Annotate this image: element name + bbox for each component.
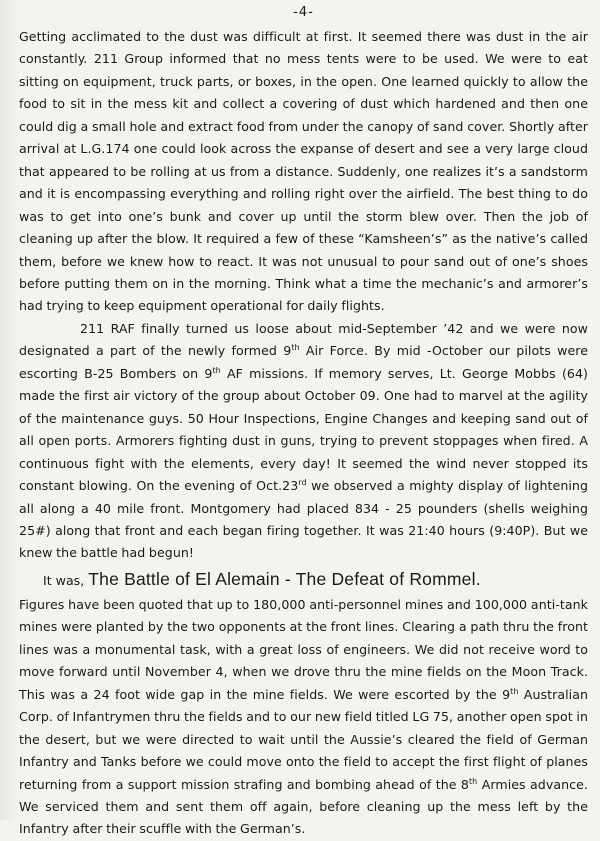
ordinal-suffix: th [510, 686, 519, 696]
paragraph-dust: Getting acclimated to the dust was difficult at first. It seemed there was dust in the air constantly. 211 Group informed that no mess tents were to be used. We were to eat sitting on equipment, truck parts, or boxes, in the open. One learned quickly to allow the food to sit in the mess kit and collect a covering of dust which hardened and then one could dig a small hole and extract food from under the canopy of sand cover. Shortly after arrival at L.G.174 one could look across the expanse of desert and see a very large cloud that appeared to be rolling at us from a distance. Suddenly, one realizes it’s a sandstorm and it is encompassing everything and rolling right over the airfield. The best thing to do was to get into one’s bunk and cover up until the storm blew over. Then the job of cleaning up after the blow. It required a few of these “Kamsheen’s” as the native’s called them, before we knew how to react. It was not unusual to pour sand out of one’s shoes before putting them on in the morning. Think what a time the mechanic’s and armorer’s had trying to keep equipment operational for daily flights. [19, 29, 588, 314]
battle-heading: The Battle of El Alemain - The Defeat of Rommel. [88, 568, 481, 589]
paragraph-text: Air Force. By mid -October our pilots were escorting B-25 Bombers on 9 [19, 343, 588, 381]
heading-lead: It was, [43, 572, 89, 588]
ordinal-suffix: th [291, 343, 300, 353]
paragraph-text: Figures have been quoted that up to 180,000 anti-personnel mines and 100,000 anti-tank mines were planted by the two opponents at the front lines. Clearing a path thru the front lines was a monumental task, with a great loss of engineers. We did not receive word to move forward until November 4, when we drove thru the mine fields on the Moon Track. This was a 24 foot wide gap in the mine fields. We were escorted by the 9 [19, 596, 588, 702]
paragraph-text: Armies advance. We serviced them and sent them off again, before cleaning up the mess left by the Infantry after their scuffle with the German’s. [19, 776, 588, 837]
paragraph-mine-fields [19, 594, 588, 841]
ordinal-suffix: rd [298, 477, 307, 487]
paragraph-text: we observed a mighty display of lightening all along a 40 mile front. Montgomery had placed 834 - 25 pounders (shells weighing 25#) along that front and each began firing together. It was 21:40 hours (9:40P). But we knew the battle had begun! [19, 478, 589, 561]
paragraph-ninth-air-force [19, 318, 588, 565]
ordinal-suffix: th [212, 365, 221, 375]
paragraph-text: 211 RAF finally turned us loose about mid-September ’42 and we were now designated a part of the newly formed 9 [19, 320, 588, 359]
battle-heading-line [19, 566, 588, 594]
page-number: -4- [293, 5, 314, 20]
paragraph-text: AF missions. If memory serves, Lt. George Mobbs (64) made the first air victory of the group about October 09. One had to marvel at the agility of the maintenance guys. 50 Hour Inspections, Engine Changes and keeping sand out of all open ports. Armorers fighting dust in guns, trying to prevent stoppages when fired. A continuous fight with the elements, every day! It seemed the wind never stopped its constant blowing. On the evening of Oct.23 [19, 365, 589, 494]
paragraph-text: Australian Corp. of Infantrymen thru the fields and to our new field titled LG 75, another open spot in the desert, but we were directed to wait until the Aussie’s cleared the field of German Infantry and Tanks before we could move onto the field to accept the first flight of planes returning from a support mission strafing and bombing ahead of the 8 [19, 686, 588, 792]
ordinal-suffix: th [469, 776, 478, 786]
